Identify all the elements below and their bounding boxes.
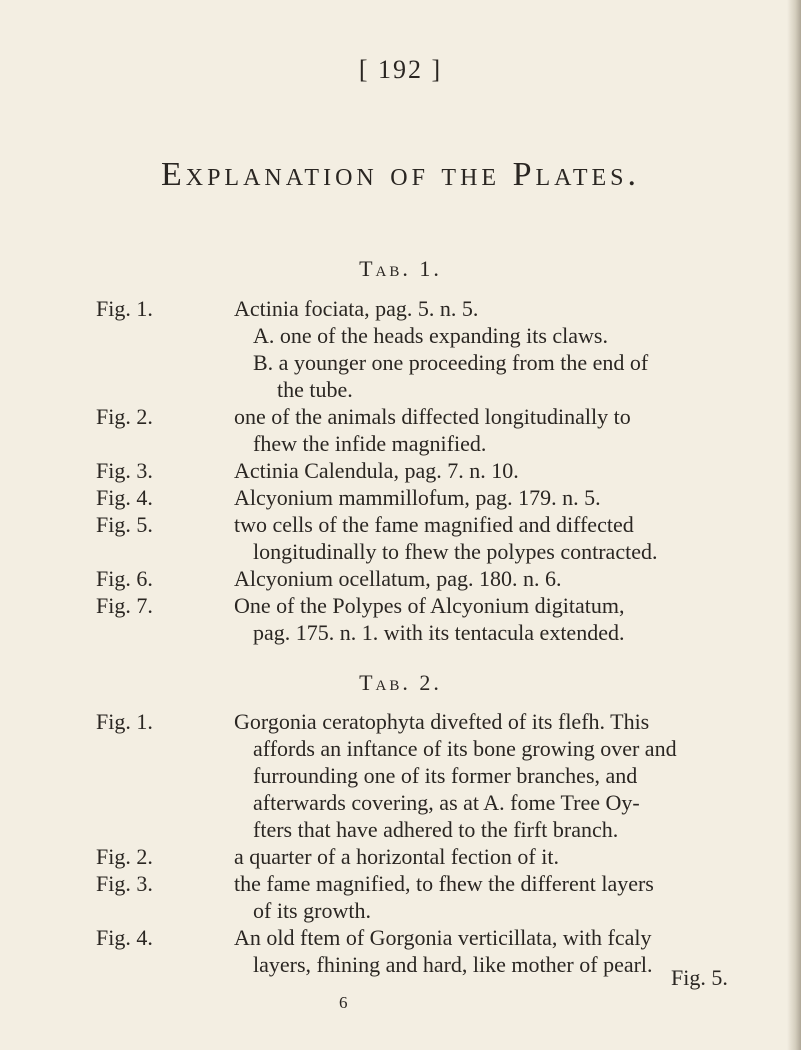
entry-line: fters that have adhered to the firft branch. xyxy=(253,817,619,842)
entry-line: pag. 175. n. 1. with its tentacula extended. xyxy=(253,620,625,645)
entry-line: the tube. xyxy=(277,377,353,402)
entry-line: fhew the infide magnified. xyxy=(253,431,487,456)
tab2-heading: Tab. 2. xyxy=(359,670,442,695)
tab1-heading: Tab. 1. xyxy=(359,256,442,281)
entry-line: An old ftem of Gorgonia verticillata, with fcaly xyxy=(234,925,652,950)
entry-line: One of the Polypes of Alcyonium digitatum, xyxy=(234,593,625,618)
fig-number: Fig. 7. xyxy=(96,593,153,618)
entry-line: Actinia Calendula, pag. 7. n. 10. xyxy=(234,458,519,483)
fig-number: Fig. 1. xyxy=(96,709,153,734)
page-title: Explanation of the Plates. xyxy=(160,156,640,193)
entry-line: longitudinally to fhew the polypes contracted. xyxy=(253,539,658,564)
entry-line: layers, fhining and hard, like mother of pearl. xyxy=(253,952,653,977)
entry-line: furrounding one of its former branches, and xyxy=(253,763,638,788)
entry-line: Alcyonium mammillofum, pag. 179. n. 5. xyxy=(234,485,601,510)
catchword: Fig. 5. xyxy=(671,965,728,990)
fig-number: Fig. 4. xyxy=(96,925,153,950)
entry-line: affords an inftance of its bone growing over and xyxy=(253,736,677,761)
entry-line: of its growth. xyxy=(253,898,371,923)
fig-number: Fig. 1. xyxy=(96,296,153,321)
fig-number: Fig. 2. xyxy=(96,404,153,429)
entry-line: A. one of the heads expanding its claws. xyxy=(253,323,608,348)
fig-number: Fig. 2. xyxy=(96,844,153,869)
fig-number: Fig. 5. xyxy=(96,512,153,537)
page-number-header: [ 192 ] xyxy=(358,55,443,84)
entry-line: Actinia fociata, pag. 5. n. 5. xyxy=(234,296,479,321)
entry-line: a quarter of a horizontal fection of it. xyxy=(234,844,559,869)
fig-number: Fig. 3. xyxy=(96,458,153,483)
entry-line: two cells of the fame magnified and diffected xyxy=(234,512,634,537)
entry-line: Alcyonium ocellatum, pag. 180. n. 6. xyxy=(234,566,562,591)
entry-line: Gorgonia ceratophyta divefted of its flefh. This xyxy=(234,709,650,734)
entry-line: afterwards covering, as at A. fome Tree Oy- xyxy=(253,790,640,815)
entry-line: one of the animals diffected longitudinally to xyxy=(234,404,631,429)
entry-line: the fame magnified, to fhew the different layers xyxy=(234,871,654,896)
fig-number: Fig. 4. xyxy=(96,485,153,510)
signature-mark: 6 xyxy=(339,993,348,1012)
fig-number: Fig. 3. xyxy=(96,871,153,896)
entry-line: B. a younger one proceeding from the end of xyxy=(253,350,649,375)
fig-number: Fig. 6. xyxy=(96,566,153,591)
